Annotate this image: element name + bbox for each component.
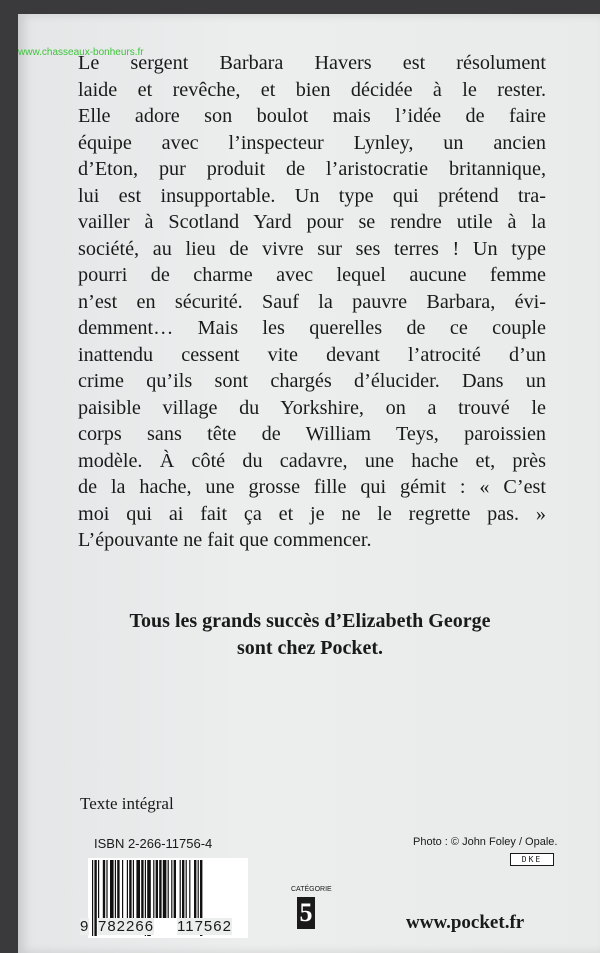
blurb-line: corps sans tête de William Teys, paroissien (78, 423, 546, 445)
tagline-line-1: Tous les grands succès d’Elizabeth George (129, 610, 491, 632)
blurb-paragraph (78, 50, 546, 554)
texte-integral-label: Texte intégral (80, 794, 174, 813)
blurb-line: de la hache, une grosse fille qui gémit : « C’est (78, 476, 546, 498)
barcode-digits-group-1: 782266 (98, 918, 155, 935)
isbn-label: ISBN 2-266-11756-4 (94, 836, 213, 851)
blurb-line: L’épouvante ne fait que commencer. (78, 529, 372, 551)
blurb-line: pourri de charme avec lequel aucune femme (78, 264, 546, 286)
blurb-line: demment… Mais les querelles de ce couple (78, 317, 546, 339)
blurb-line: d’Eton, pur produit de l’aristocratie britannique, (78, 158, 546, 180)
blurb-line: équipe avec l’inspecteur Lynley, un ancien (78, 131, 546, 154)
photo-credit: Photo : © John Foley / Opale. (413, 836, 558, 848)
tagline-line-2: sont chez Pocket. (236, 637, 384, 659)
category-label: CATÉGORIE (291, 886, 332, 893)
category-number: 5 (297, 897, 315, 929)
website-url: www.pocket.fr (406, 912, 525, 933)
blurb-line: vailler à Scotland Yard pour se rendre utile à la (78, 211, 546, 233)
watermark-text: www.chasseaux-bonheurs.fr (18, 47, 144, 58)
blurb-line: laide et revêche, et bien décidée à le rester. (78, 78, 546, 101)
blurb-line: paisible village du Yorkshire, on a trouvé le (78, 396, 546, 419)
dke-logo: DKE (510, 853, 554, 866)
blurb-line: lui est insupportable. Un type qui prétend tra- (78, 184, 546, 207)
blurb-line: Le sergent Barbara Havers est résolument (78, 52, 546, 74)
blurb-line: inattendu cessent vite devant l’atrocité d’un (78, 343, 546, 366)
blurb-line: modèle. À côté du cadavre, une hache et, près (78, 449, 546, 472)
tagline (60, 608, 560, 662)
blurb-line: Elle adore son boulot mais l’idée de faire (78, 105, 546, 127)
barcode-digits-group-2: 117562 (177, 918, 232, 935)
blurb-line: société, au lieu de vivre sur ses terres ! Un type (78, 237, 546, 260)
blurb-line: n’est en sécurité. Sauf la pauvre Barbara, évi- (78, 290, 546, 313)
blurb-line: moi qui ai fait ça et je ne le regrette pas. » (78, 502, 546, 525)
barcode-first-digit: 9 (80, 918, 90, 935)
blurb-line: crime qu’ils sont chargés d’élucider. Dans un (78, 370, 546, 392)
